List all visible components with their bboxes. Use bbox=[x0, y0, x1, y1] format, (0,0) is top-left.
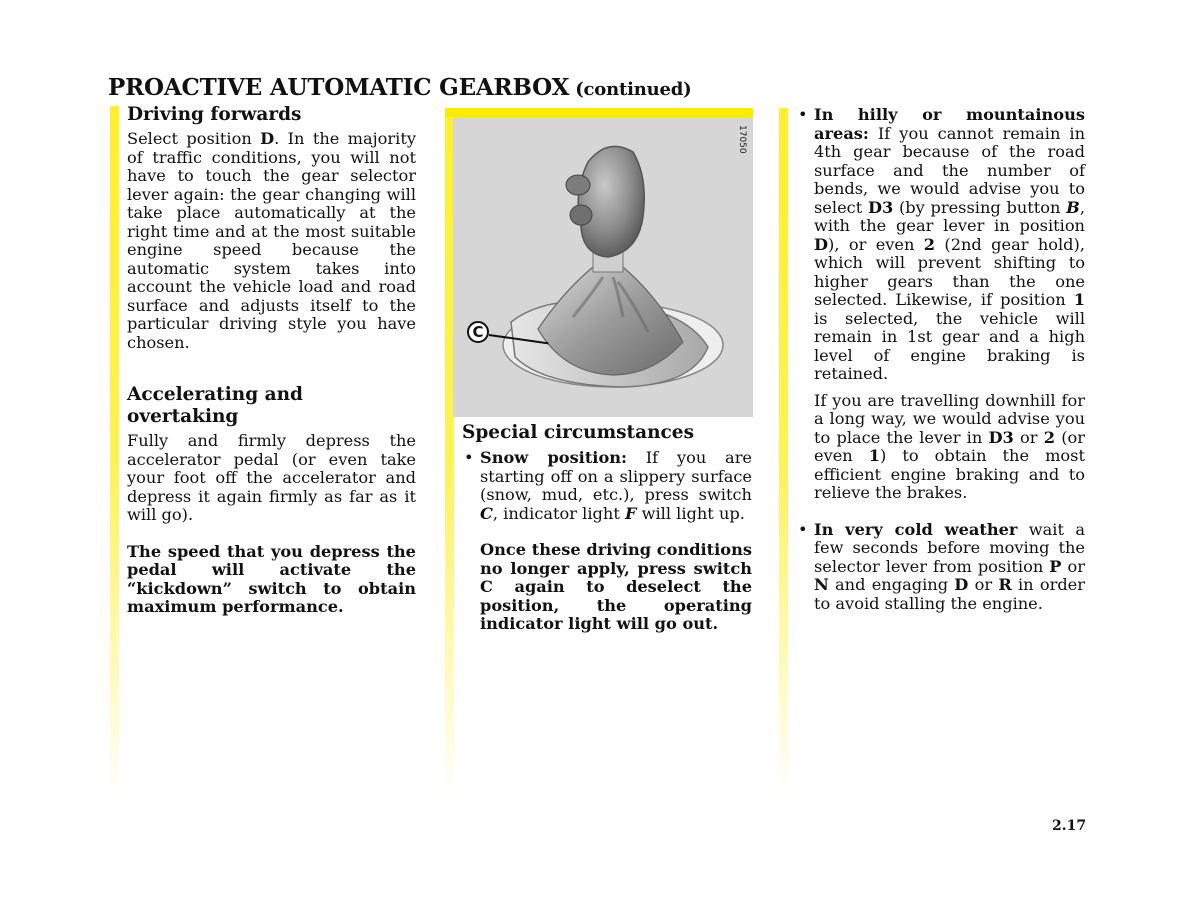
driving-forwards-heading: Driving forwards bbox=[127, 104, 302, 125]
title-continued: (continued) bbox=[575, 79, 692, 100]
accelerating-text: Fully and firmly depress the accelerator pedal (or even take your foot off the accelerator and depress it again firmly as far as it will go). bbox=[127, 431, 416, 524]
text-run: is selected, the vehicle will remain in 1st gear and a high level of engine braking is retained. bbox=[814, 308, 1085, 383]
text-run: will light up. bbox=[636, 503, 745, 523]
text-run: , with the gear lever in position bbox=[814, 197, 1085, 235]
text-bold: 1 bbox=[868, 446, 881, 465]
column-left bbox=[127, 104, 416, 617]
text-run: , indicator light bbox=[492, 503, 625, 523]
text-bold: N bbox=[814, 575, 829, 594]
snow-position-note: Once these driving conditions no longer apply, press switch C again to deselect the position, the operating indicator light will go out. bbox=[480, 540, 752, 633]
downhill-text bbox=[814, 392, 1085, 503]
text-bold: D3 bbox=[867, 197, 894, 217]
text-run: in order to avoid stalling the engine. bbox=[814, 575, 1086, 613]
column-marker-bar bbox=[779, 108, 788, 800]
snow-position-text bbox=[480, 449, 752, 523]
cold-weather-item bbox=[796, 521, 1085, 614]
text-bold: 2 bbox=[923, 234, 936, 254]
gear-lever-figure bbox=[453, 117, 753, 417]
text-run: (or even bbox=[814, 427, 1085, 465]
text-run: or bbox=[1013, 427, 1044, 447]
text-run: (2nd gear hold), which will prevent shifting to higher gears than the one selected. Likewise, if position bbox=[814, 234, 1085, 309]
hilly-areas-item bbox=[796, 106, 1085, 503]
text-bold: R bbox=[998, 575, 1012, 594]
text-bold-italic: C bbox=[480, 503, 493, 523]
text-run: If you cannot remain in 4th gear because of the road surface and the number of bends, we would advise you to select bbox=[814, 123, 1085, 217]
text-bold-italic: B bbox=[1066, 197, 1080, 217]
text-bold: In hilly or mountainous areas: bbox=[814, 105, 1085, 143]
title-main: PROACTIVE AUTOMATIC GEARBOX bbox=[108, 74, 570, 101]
hilly-areas-text bbox=[814, 106, 1085, 384]
driving-forwards-text bbox=[127, 130, 416, 352]
text-run: or bbox=[1061, 556, 1085, 576]
text-run: Select position bbox=[127, 129, 261, 148]
text-bold: D3 bbox=[988, 427, 1014, 447]
text-run: If you are travelling downhill for a long way, we would advise you to place the lever in bbox=[814, 390, 1085, 447]
text-bold: D bbox=[814, 234, 829, 254]
bullet-dot: • bbox=[798, 519, 808, 539]
text-bold-italic: F bbox=[624, 503, 637, 523]
text-bold: D bbox=[260, 129, 275, 148]
text-run: ) to obtain the most efficient engine braking and to relieve the brakes. bbox=[814, 446, 1085, 502]
gear-lever-illustration bbox=[453, 117, 753, 417]
figure-reference-number: 17050 bbox=[737, 125, 747, 154]
text-run: (by pressing button bbox=[893, 197, 1067, 217]
column-right bbox=[796, 106, 1085, 613]
bullet-dot: • bbox=[464, 448, 474, 467]
text-bold: 2 bbox=[1043, 427, 1055, 447]
column-marker-bar bbox=[110, 106, 119, 800]
bullet-dot: • bbox=[798, 105, 808, 124]
text-bold: D bbox=[954, 575, 969, 594]
callout-c: C bbox=[467, 321, 489, 343]
kickdown-note: The speed that you depress the pedal will activate the “kickdown” switch to obtain maximum performance. bbox=[127, 541, 416, 616]
text-bold: Snow position: bbox=[480, 448, 628, 467]
text-run: . In the majority of traffic conditions, you will not have to touch the gear selector lever again: the gear changing will take place automatically at the right time and at the most suitable engine speed because the automatic system takes into account the vehicle load and road surface and adjusts itself to the particular driving style you have chosen. bbox=[127, 129, 416, 352]
page-title bbox=[108, 74, 691, 101]
cold-weather-text bbox=[814, 521, 1085, 614]
column-middle bbox=[462, 422, 752, 634]
text-run: wait a few seconds before moving the selector lever from position bbox=[814, 519, 1085, 576]
snow-position-item bbox=[462, 449, 752, 634]
text-run: If you are starting off on a slippery surface (snow, mud, etc.), press switch bbox=[480, 448, 753, 504]
page-number: 2.17 bbox=[1052, 818, 1087, 834]
text-run: and engaging bbox=[828, 575, 955, 594]
text-run: or bbox=[968, 575, 999, 594]
accelerating-heading: Accelerating and overtaking bbox=[127, 384, 303, 427]
text-bold: 1 bbox=[1073, 290, 1085, 309]
text-bold: In very cold weather bbox=[814, 519, 1018, 539]
text-bold: P bbox=[1049, 556, 1062, 576]
text-run: ), or even bbox=[828, 234, 924, 254]
figure-top-band bbox=[445, 108, 753, 117]
special-circumstances-heading: Special circumstances bbox=[462, 422, 694, 443]
